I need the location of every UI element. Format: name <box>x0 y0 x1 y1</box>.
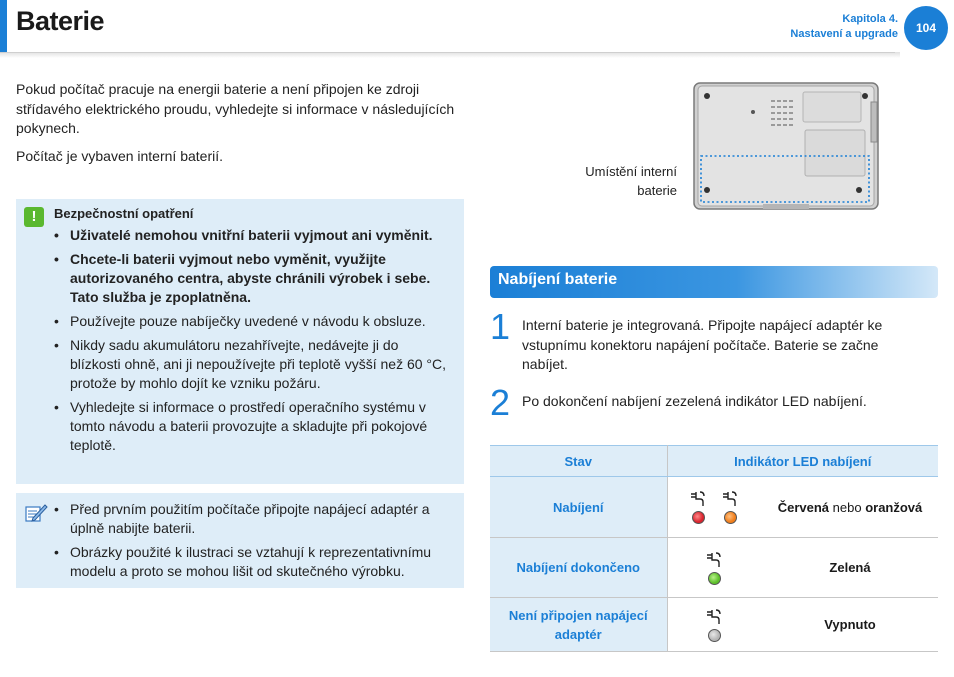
table-row <box>490 477 938 538</box>
state-cell: Nabíjení <box>490 477 667 538</box>
table-header-row <box>490 446 938 477</box>
indicator-cell <box>667 598 762 652</box>
step-text: Po dokončení nabíjení zezelená indikátor LED nabíjení. <box>522 393 867 409</box>
caution-icon: ! <box>24 207 44 227</box>
caution-title: Bezpečnostní opatření <box>54 206 194 221</box>
caution-item: • Chcete-li baterii vyjmout nebo vyměnit, využijte autorizovaného centra, abyste chránili výrobek i sebe. Tato služba je zpoplatněna. <box>54 250 452 307</box>
indicator-cell <box>667 538 762 598</box>
led-color-orange-text: oranžová <box>865 499 923 515</box>
indicator-cell <box>667 477 762 538</box>
page-title: Baterie <box>16 6 105 36</box>
led-orange-icon <box>724 511 737 524</box>
power-plug-icon <box>706 551 724 569</box>
state-cell: Není připojen napájecí adaptér <box>490 598 667 652</box>
intro-text <box>16 80 456 174</box>
header-divider <box>0 52 895 53</box>
power-plug-icon <box>706 608 724 626</box>
table-row <box>490 538 938 598</box>
intro-paragraph-1: Pokud počítač pracuje na energii baterie a není připojen ke zdroji střídavého elektrického proudu, vyhledejte si informace v následujících pokynech. <box>16 81 455 136</box>
led-green-icon <box>708 572 721 585</box>
caution-item: • Uživatelé nemohou vnitřní baterii vyjmout ani vyměnit. <box>54 226 452 245</box>
caution-item: • Nikdy sadu akumulátoru nezahřívejte, nedávejte ji do blízkosti ohně, ani ji nepoužívejte při teplotě vyšší než 60 °C, protože by mohlo dojít ke vzniku požáru. <box>54 336 452 393</box>
caution-box <box>16 199 464 484</box>
table-row <box>490 598 938 652</box>
note-item: • Obrázky použité k ilustraci se vztahují k reprezentativnímu modelu a proto se mohou lišit od skutečného výrobku. <box>54 543 452 581</box>
led-description-cell: Vypnuto <box>762 598 938 652</box>
column-header-led: Indikátor LED nabíjení <box>667 446 938 477</box>
caution-item: • Vyhledejte si informace o prostředí operačního systému v tomto návodu a baterii provozujte a skladujte při pokojové teplotě. <box>54 398 452 455</box>
section-title: Nabíjení baterie <box>498 271 618 288</box>
step-number: 2 <box>490 382 511 423</box>
battery-location-caption <box>560 162 677 200</box>
led-description-cell: Zelená <box>762 538 938 598</box>
caption-line: Umístění interní <box>585 164 677 179</box>
page-number-badge: 104 <box>904 6 948 50</box>
chapter-label <box>790 12 898 42</box>
step-text: Interní baterie je integrovaná. Připojte napájecí adaptér ke vstupnímu konektoru napájení počítače. Baterie se začne nabíjet. <box>522 317 883 372</box>
caution-list <box>54 226 452 455</box>
header-accent-bar <box>0 0 7 52</box>
caption-line: baterie <box>637 183 677 198</box>
column-header-state: Stav <box>490 446 667 477</box>
chapter-number: Kapitola 4. <box>842 13 898 25</box>
chapter-title: Nastavení a upgrade <box>790 28 898 40</box>
caution-item: • Používejte pouze nabíječky uvedené v návodu k obsluze. <box>54 312 452 331</box>
intro-paragraph-2: Počítač je vybaven interní baterií. <box>16 147 223 164</box>
led-color-red-text: Červená <box>777 499 830 515</box>
step-number: 1 <box>490 306 511 347</box>
led-red-icon <box>692 511 705 524</box>
laptop-bottom-illustration <box>693 82 879 210</box>
note-box <box>16 493 464 588</box>
or-text: nebo <box>829 499 866 515</box>
note-list <box>54 500 452 581</box>
power-plug-icon <box>722 490 740 508</box>
note-pencil-icon <box>24 501 48 525</box>
state-cell: Nabíjení dokončeno <box>490 538 667 598</box>
led-indicator-table <box>490 445 938 652</box>
power-plug-icon <box>690 490 708 508</box>
note-item: • Před prvním použitím počítače připojte napájecí adaptér a úplně nabijte baterii. <box>54 500 452 538</box>
led-description-cell <box>762 477 938 538</box>
led-off-icon <box>708 629 721 642</box>
